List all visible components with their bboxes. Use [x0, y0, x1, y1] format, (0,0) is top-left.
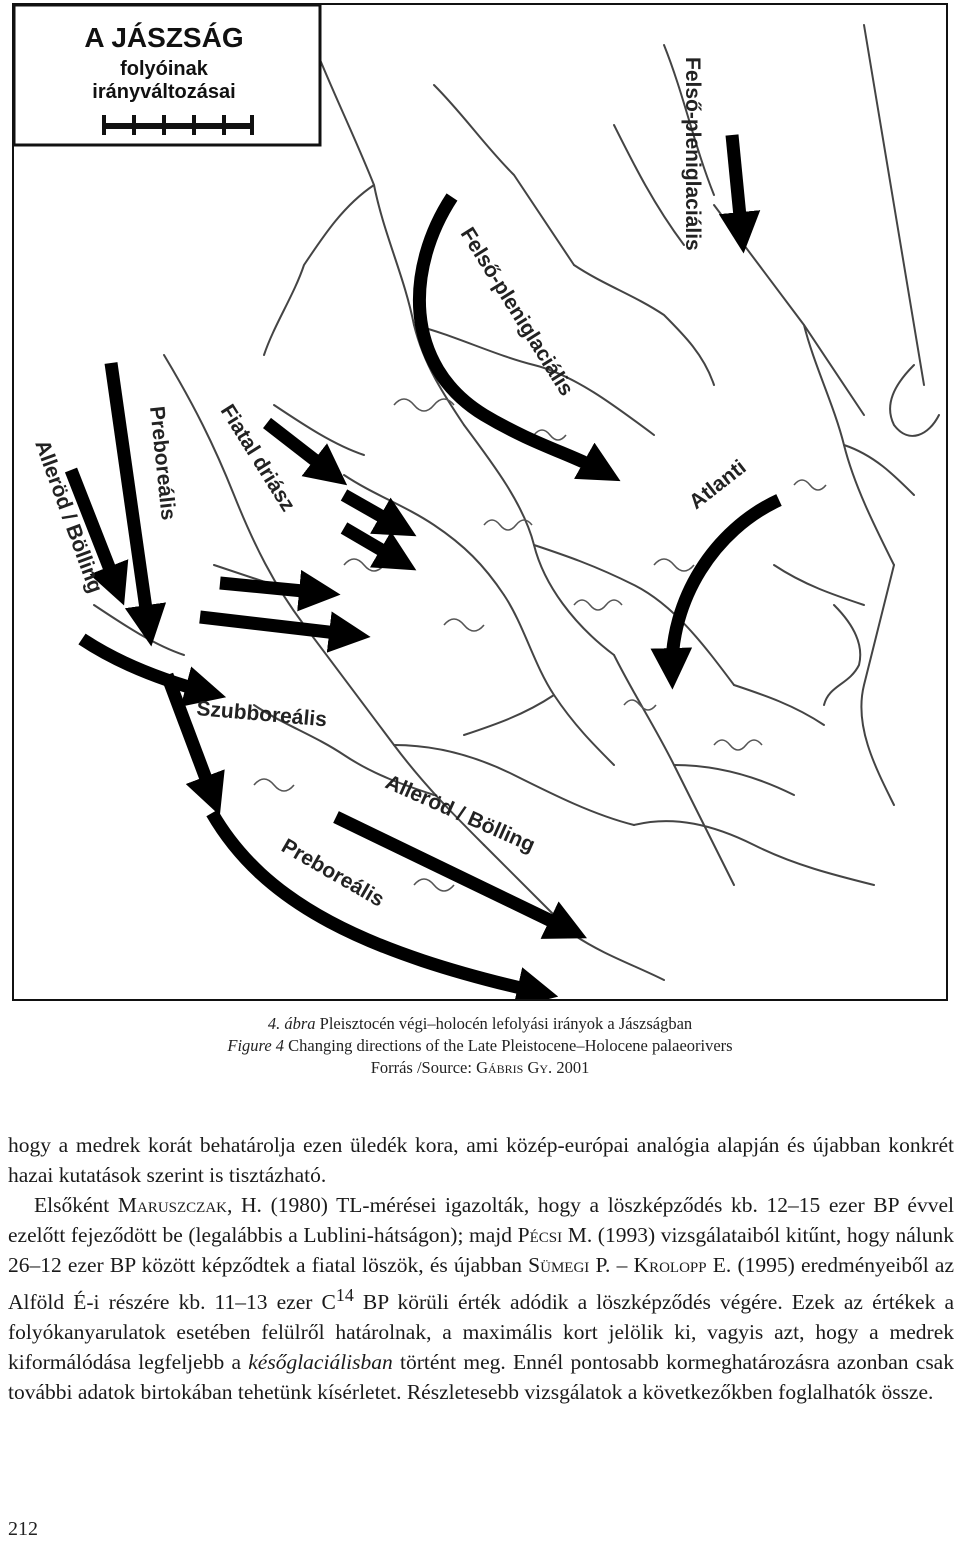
arrow-fiatal-driasz-4	[220, 583, 324, 593]
arrow-felso-pleniglacialis-north	[732, 135, 742, 237]
arrow-allerod-bolling-south	[336, 817, 572, 931]
arrow-atlanti	[672, 500, 779, 673]
caption-source-year: 2001	[552, 1058, 590, 1077]
p2-text-f: BP körüli érték adódik a löszképződés végére. Ezek az értékek a folyókanyarulatok esetében felülről határolnak, a maximális kort jelölik ki, vagyis azt, hogy a medrek kiformálódása legfeljebb a	[8, 1290, 954, 1375]
caption-source-author: Gábris Gy.	[476, 1058, 553, 1077]
page-number: 212	[8, 1518, 38, 1540]
author-krolopp: Krolopp	[633, 1253, 707, 1277]
author-maruszczak: Maruszczak	[117, 1193, 228, 1217]
term-keso-glacialis: későglaciálisban	[248, 1350, 393, 1375]
map-figure	[12, 3, 948, 1001]
body-text	[8, 1130, 954, 1407]
superscript-14: 14	[335, 1285, 354, 1305]
author-pecsi: Pécsi	[517, 1223, 563, 1247]
paragraph-1: hogy a medrek korát behatárolja ezen üledék kora, ami közép-európai analógia alapján és újabban konkrét hazai kutatások szerint is tisztázható.	[8, 1133, 954, 1187]
label-felso-pleniglacialis-central: Felső-pleniglaciális	[455, 223, 578, 400]
p2-text-e: E. (1995) eredményeiből az Alföld É-i részére kb. 11–13 ezer C	[8, 1253, 954, 1315]
legend-subtitle-1: folyóinak	[120, 58, 208, 80]
label-allerod-bolling-north: Alleröd / Bölling	[30, 436, 107, 597]
label-preborealis-north: Preboreális	[145, 405, 180, 522]
caption-hu-text: Pleisztocén végi–holocén lefolyási irányok a Jászságban	[315, 1014, 693, 1033]
caption-hungarian	[0, 1013, 960, 1035]
arrow-fiatal-driasz-3	[344, 528, 402, 562]
paragraph-2	[8, 1190, 954, 1407]
legend-subtitle-2: irányváltozásai	[92, 81, 236, 103]
label-szubborealis: Szubboreális	[195, 697, 328, 732]
label-felso-pleniglacialis-north: Felső-pleniglaciális	[681, 57, 704, 251]
arrow-fiatal-driasz-2	[344, 495, 402, 528]
label-preborealis-south: Preboreális	[277, 834, 389, 912]
author-sumegi: Sümegi	[528, 1253, 590, 1277]
p2-text-a: Elsőként	[34, 1193, 118, 1217]
caption-source-prefix: Forrás /Source:	[370, 1058, 477, 1077]
caption-source	[0, 1057, 960, 1079]
p2-text-c: M. (1993) vizsgálataiból kitűnt, hogy nálunk 26–12 ezer BP között képződtek a fiatal löszök, és újabban	[8, 1223, 954, 1277]
caption-en-text: Changing directions of the Late Pleistocene–Holocene palaeorivers	[284, 1036, 733, 1055]
legend-title: A JÁSZSÁG	[84, 22, 244, 53]
caption-en-label: Figure 4	[227, 1036, 285, 1055]
map-legend	[14, 5, 320, 145]
p2-text-b: , H. (1980) TL-mérései igazolták, hogy a löszképződés kb. 12–15 ezer BP évvel ezelőtt fejeződött be (legalábbis a Lublini-hátságon); majd	[8, 1193, 954, 1247]
map-canvas	[14, 5, 946, 999]
label-fiatal-driasz: Fiatal driász	[215, 400, 300, 516]
figure-caption	[0, 1013, 960, 1079]
p2-text-d: P. –	[589, 1253, 634, 1277]
label-allerod-bolling-south: Alleröd / Bölling	[381, 770, 539, 858]
p2-text-g: történt meg. Ennél pontosabb kormeghatározásra azonban csak további adatok birtokában tehetünk kísérletet. Részletesebb vizsgálatok a következőkben foglalhatók össze.	[8, 1350, 954, 1405]
arrow-fiatal-driasz-5	[200, 617, 354, 635]
caption-hu-label: 4. ábra	[267, 1014, 316, 1033]
caption-english	[0, 1035, 960, 1057]
period-labels	[30, 57, 750, 912]
arrow-szubborealis	[82, 639, 210, 693]
label-atlanti: Atlanti	[684, 455, 751, 514]
